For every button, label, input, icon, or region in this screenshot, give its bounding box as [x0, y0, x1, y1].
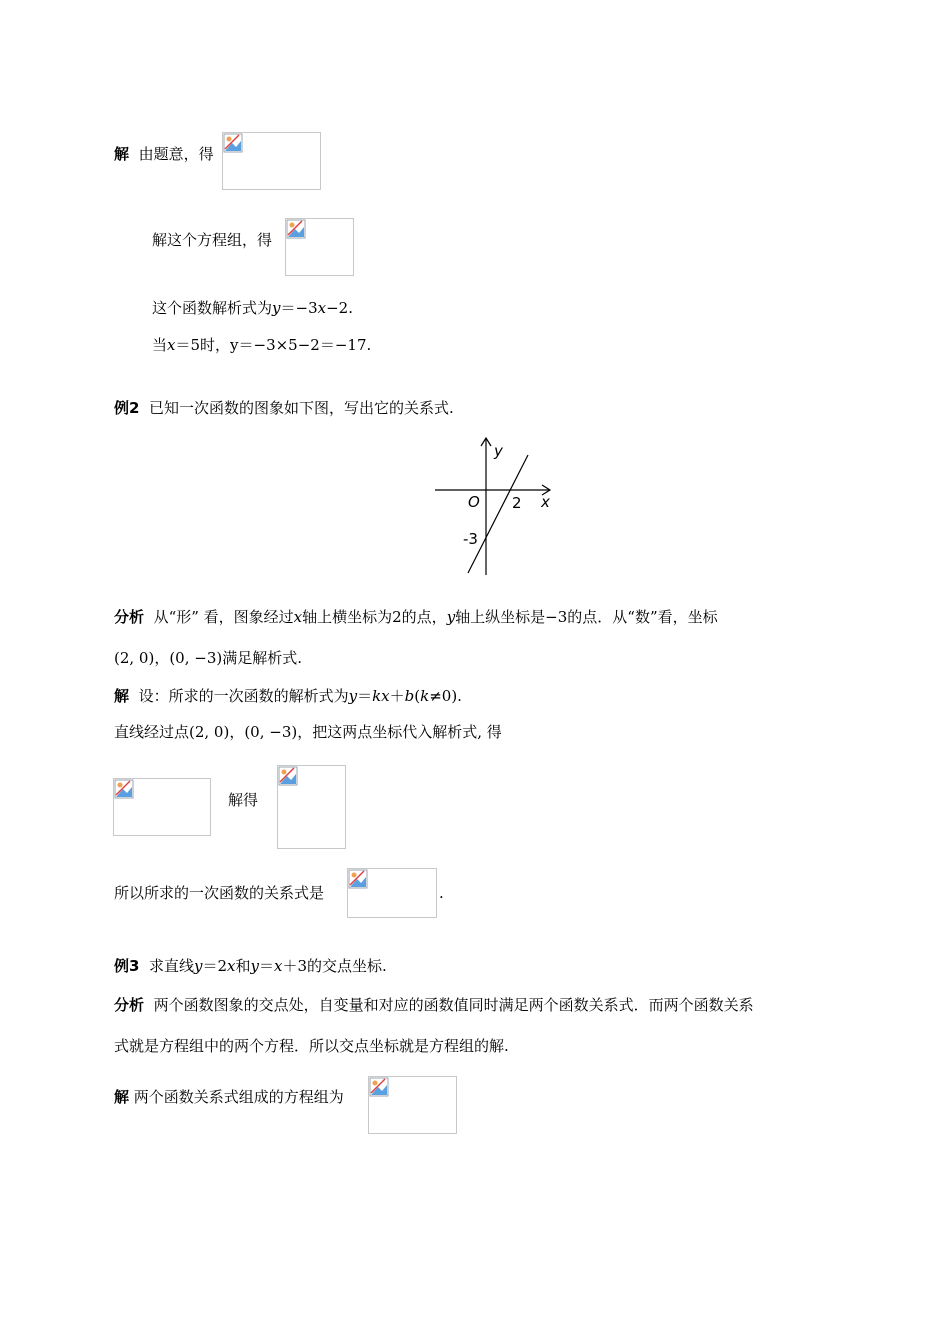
- ex3-y1: y: [194, 957, 203, 975]
- y-axis-label: y: [494, 442, 503, 460]
- ex3-and: 和: [235, 957, 251, 975]
- ex2-sol-line-1: [114, 686, 462, 706]
- ex3-label: 例3: [114, 957, 140, 975]
- ex2-text: 已知一次函数的图象如下图，写出它的关系式.: [148, 399, 454, 417]
- ex3-sol-label: 解: [114, 1088, 130, 1106]
- ex3-text-pre: 求直线: [148, 957, 194, 975]
- ex2-analysis-1c: 轴上纵坐标是−3的点．从“数”看，坐标: [455, 608, 718, 626]
- ex3-eq2: ＝: [259, 957, 275, 975]
- ex2-analysis-1b: 轴上横坐标为2的点，: [302, 608, 447, 626]
- ex3-y2: y: [250, 957, 259, 975]
- ex2-label: 例2: [114, 399, 140, 417]
- sol1-text3-pre: 这个函数解析式为: [152, 299, 273, 317]
- ex2-sol-1y: y: [348, 687, 358, 705]
- ex2-analysis-line-2: (2, 0)，(0, −3)满足解析式.: [114, 649, 302, 667]
- ex3-sol-line: [114, 1087, 344, 1107]
- sol1-line-4: [152, 335, 371, 355]
- ex2-sol-1plus: ＋: [389, 687, 405, 705]
- ex2-sol-1eq: ＝: [357, 687, 373, 705]
- ex2-sol-line-3: 解得: [228, 791, 259, 809]
- ex2-analysis-1a: 从“形” 看，图象经过: [153, 608, 294, 626]
- broken-image-icon: [348, 869, 368, 889]
- sol1-label: 解: [114, 145, 130, 163]
- sol1-line-2: 解这个方程组，得: [152, 231, 273, 249]
- ex3-analysis-line-1: [114, 995, 754, 1015]
- ex3-post: ＋3的交点坐标.: [282, 957, 387, 975]
- broken-image-icon: [114, 779, 134, 799]
- ex2-sol-1neq: ≠0).: [429, 687, 462, 705]
- y-tick-label: -3: [463, 530, 478, 548]
- sol1-text3-eq: ＝−3: [280, 299, 318, 317]
- ex2-sol-1k2: k: [420, 687, 430, 705]
- ex3-question: [114, 956, 387, 976]
- equation-image-3: [113, 778, 211, 836]
- ex2-question: [114, 398, 454, 418]
- ex2-sol-label: 解: [114, 687, 130, 705]
- linear-function-graph: [425, 430, 565, 580]
- sol1-text1: 由题意，得: [138, 145, 214, 163]
- ex2-sol-1a: 设：所求的一次函数的解析式为: [138, 687, 349, 705]
- ex2-analysis-1y: y: [446, 608, 456, 626]
- equation-image-2: [285, 218, 354, 276]
- sol1-line-3: [152, 298, 353, 318]
- ex2-sol-1b: b: [404, 687, 415, 705]
- ex2-sol-line-4: 所以所求的一次函数的关系式是: [114, 884, 325, 902]
- ex2-sol-line-4-end: .: [439, 884, 444, 902]
- equation-image-4: [277, 765, 346, 849]
- function-line: [468, 455, 528, 573]
- sol1-line-1: [114, 144, 214, 164]
- x-tick-label: 2: [512, 494, 522, 512]
- ex3-analysis-label: 分析: [114, 996, 145, 1014]
- broken-image-icon: [286, 219, 306, 239]
- sol1-text3-x: x: [317, 299, 327, 317]
- broken-image-icon: [369, 1077, 389, 1097]
- sol1-text4-post: ＝5时，y＝−3×5−2＝−17.: [175, 336, 372, 354]
- equation-image-5: [347, 868, 437, 918]
- sol1-text3-y: y: [272, 299, 281, 317]
- equation-image-6: [368, 1076, 457, 1134]
- equation-image-1: [222, 132, 321, 190]
- ex3-analysis-1: 两个函数图象的交点处，自变量和对应的函数值同时满足两个函数关系式．而两个函数关系: [153, 996, 754, 1014]
- ex2-analysis-1x: x: [293, 608, 303, 626]
- origin-label: O: [468, 493, 480, 511]
- ex3-analysis-line-2: 式就是方程组中的两个方程．所以交点坐标就是方程组的解.: [114, 1037, 509, 1055]
- broken-image-icon: [278, 766, 298, 786]
- sol1-text4-pre: 当: [152, 336, 168, 354]
- sol1-text4-x: x: [167, 336, 176, 354]
- ex2-analysis-line-1: [114, 607, 718, 627]
- ex3-sol-text: 两个函数关系式组成的方程组为: [133, 1088, 344, 1106]
- ex2-sol-1k: kx: [372, 687, 390, 705]
- ex2-analysis-label: 分析: [114, 608, 145, 626]
- ex3-x1: x: [227, 957, 236, 975]
- x-axis-label: x: [541, 493, 550, 511]
- ex3-x2: x: [274, 957, 283, 975]
- broken-image-icon: [223, 133, 243, 153]
- sol1-text3-post: −2.: [326, 299, 353, 317]
- ex2-sol-line-2: 直线经过点(2, 0)，(0, −3)，把这两点坐标代入解析式, 得: [114, 723, 502, 741]
- ex2-sol-1paren: (: [414, 687, 421, 705]
- ex3-eq1: ＝2: [202, 957, 228, 975]
